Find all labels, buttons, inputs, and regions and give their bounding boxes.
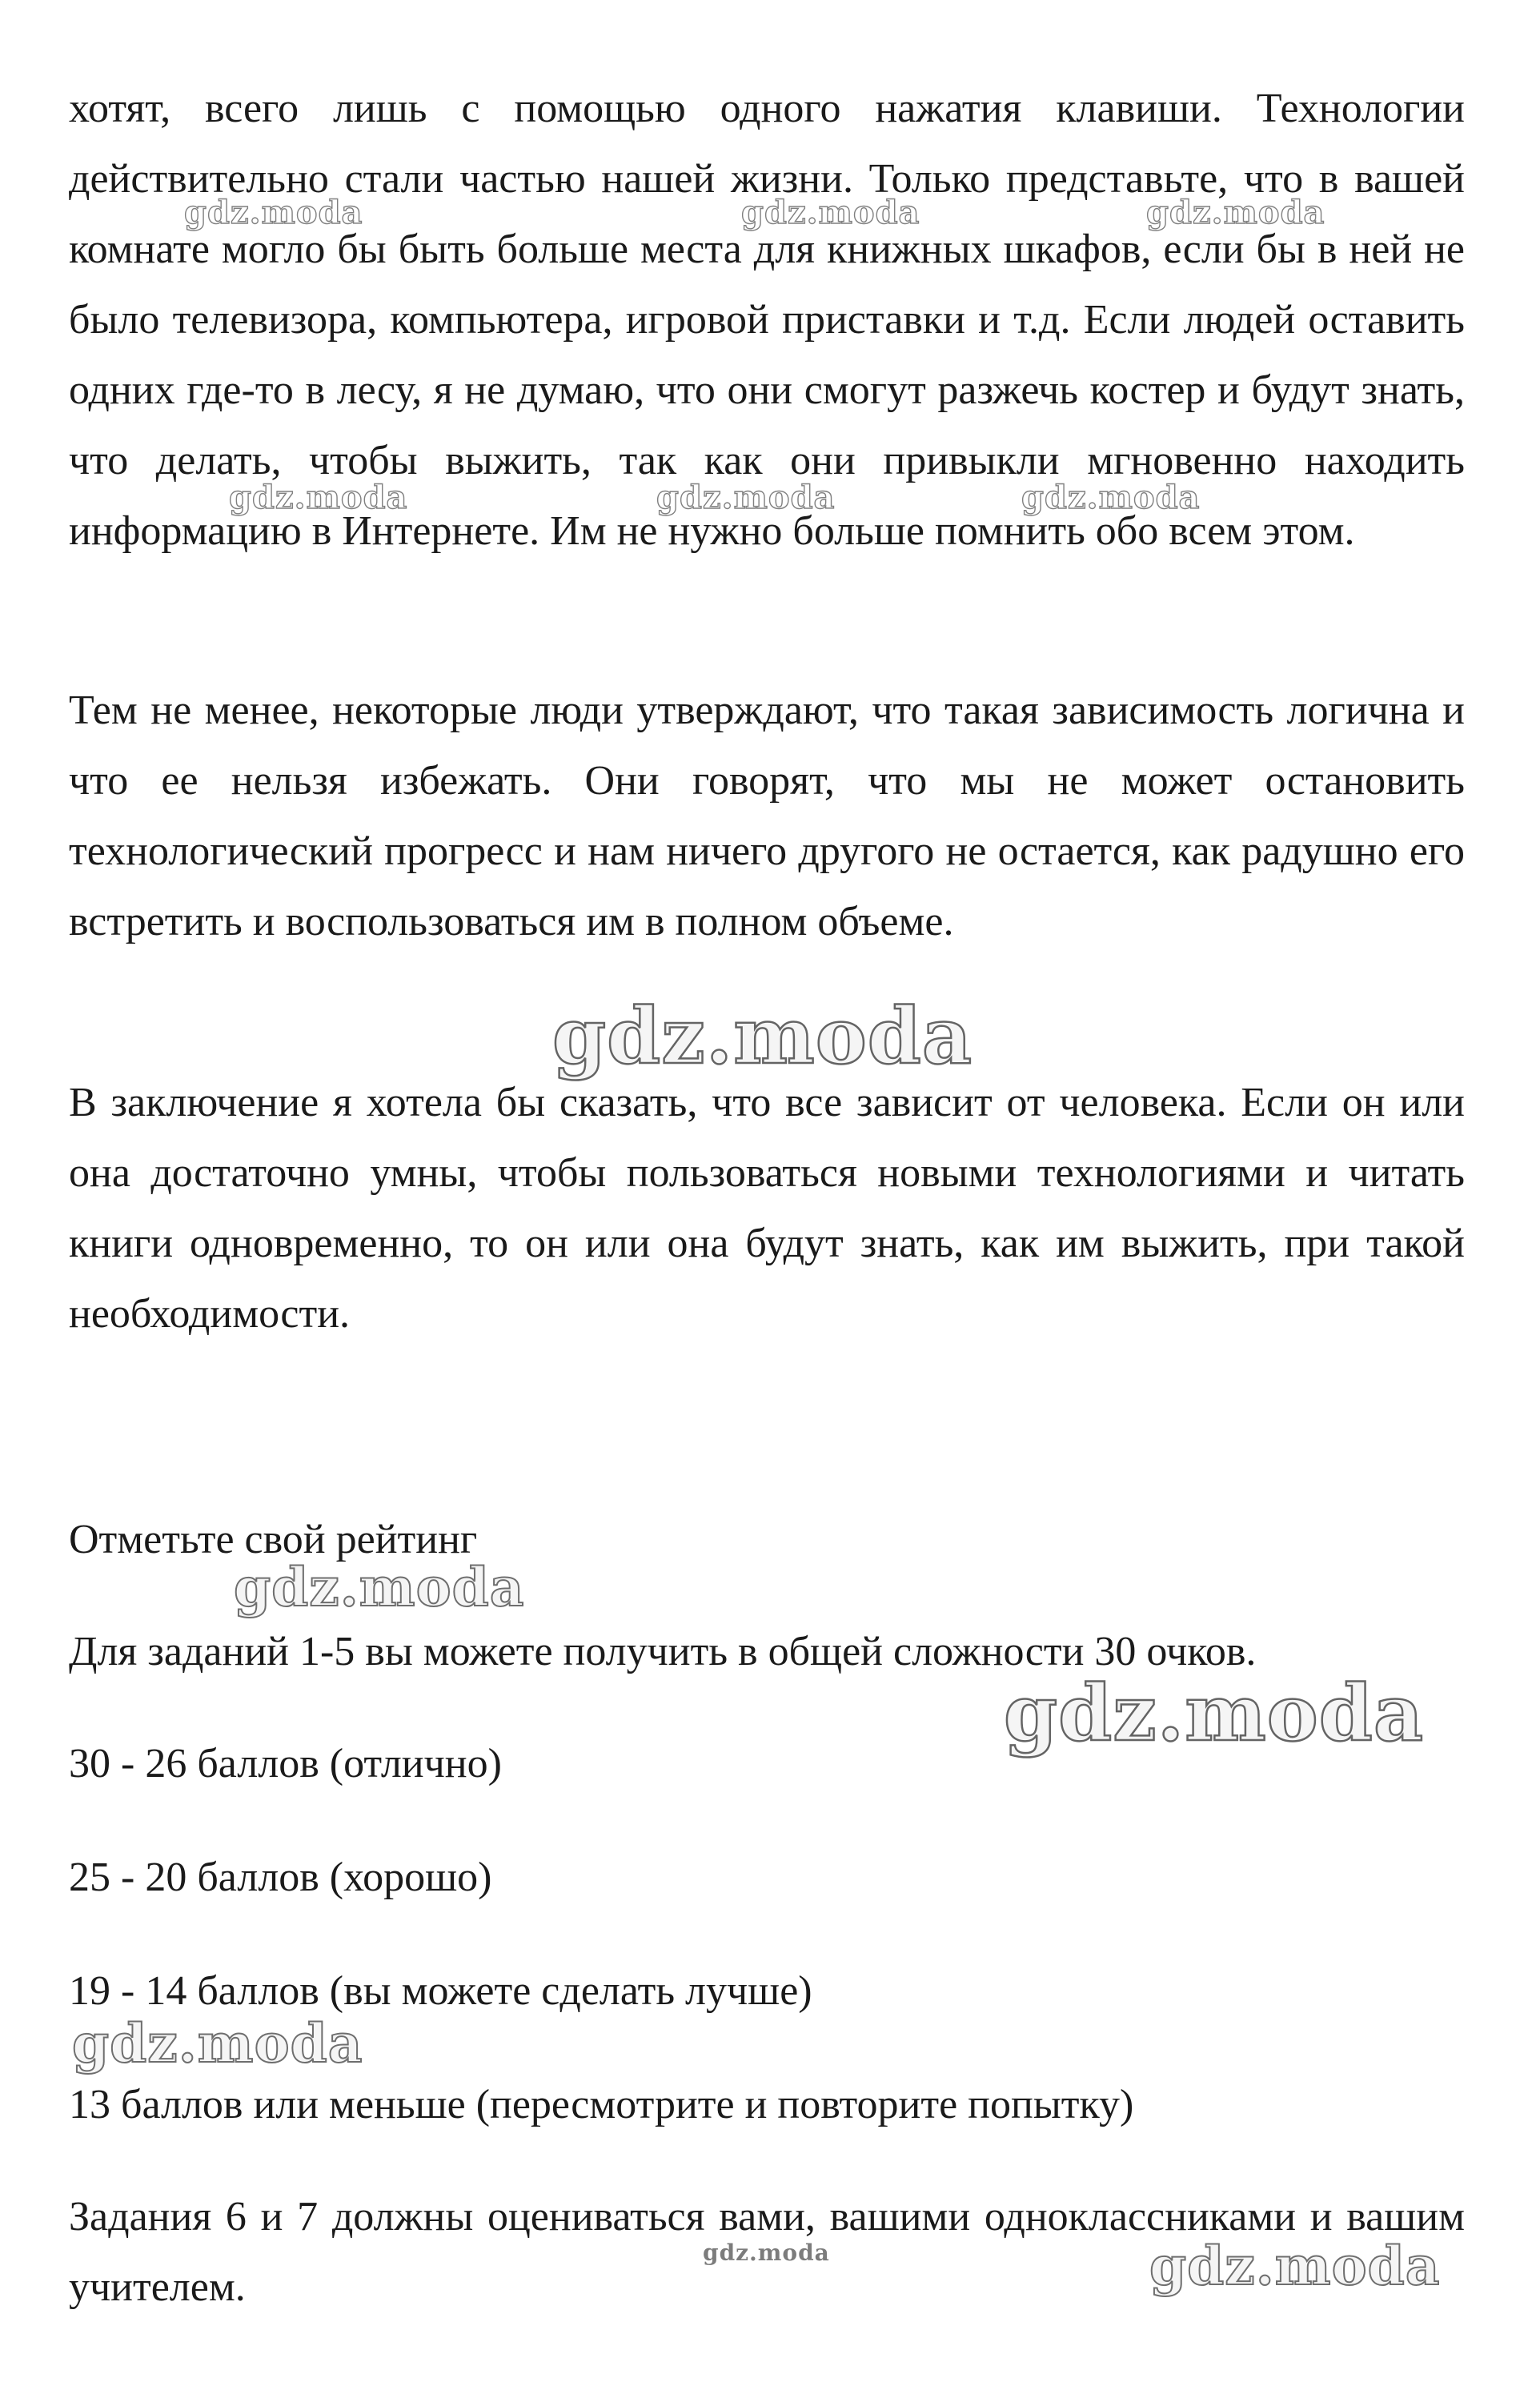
rating-note xyxy=(69,2182,1465,2323)
watermark: gdz.moda xyxy=(72,2012,363,2075)
rating-intro xyxy=(69,1617,1465,1687)
watermark: gdz.moda xyxy=(741,194,920,231)
watermark: gdz.moda xyxy=(1004,1668,1425,1758)
rating-level-1 xyxy=(69,1729,1465,1799)
rating-level-text: 25 - 20 баллов (хорошо) xyxy=(69,1855,492,1900)
rating-note-text: Задания 6 и 7 должны оцениваться вами, вашими одноклассниками и вашим учителем. xyxy=(69,2194,1465,2310)
essay-paragraph-conclusion xyxy=(69,1068,1465,1349)
paragraph-text: хотят, всего лишь с помощью одного нажатия клавиши. Технологии действительно стали частью нашей жизни. Только представьте, что в вашей комнате могло бы быть больше места для книжных шкафов, если бы в ней не было телевизора, компьютера, игровой приставки и т.д. Если людей оставить одних где-то в лесу, я не думаю, что они смогут разжечь костер и будут знать, что делать, чтобы выжить, так как они привыкли мгновенно находить информацию в Интернете. Им не нужно больше помнить обо всем этом. xyxy=(69,86,1465,554)
rating-level-text: 30 - 26 баллов (отлично) xyxy=(69,1741,502,1786)
watermark: gdz.moda xyxy=(656,479,836,516)
essay-paragraph-continued xyxy=(69,74,1465,567)
watermark: gdz.moda xyxy=(552,991,973,1081)
watermark: gdz.moda xyxy=(184,194,363,231)
rating-heading xyxy=(69,1505,1465,1575)
rating-level-text: 19 - 14 баллов (вы можете сделать лучше) xyxy=(69,1968,812,2014)
essay-paragraph-counter xyxy=(69,676,1465,957)
watermark: gdz.moda xyxy=(703,2240,830,2266)
rating-level-4 xyxy=(69,2070,1465,2140)
rating-heading-text: Отметьте свой рейтинг xyxy=(69,1517,478,1562)
watermark: gdz.moda xyxy=(1021,479,1201,516)
paragraph-text: Тем не менее, некоторые люди утверждают, что такая зависимость логична и что ее нельзя избежать. Они говорят, что мы не может остановить технологический прогресс и нам ничего другого не остается, как радушно его встретить и воспользоваться им в полном объеме. xyxy=(69,688,1465,944)
rating-level-3 xyxy=(69,1956,1465,2027)
rating-level-2 xyxy=(69,1843,1465,1913)
paragraph-text: В заключение я хотела бы сказать, что все зависит от человека. Если он или она достаточно умны, чтобы пользоваться новыми технологиями и читать книги одновременно, то он или она будут знать, как им выжить, при такой необходимости. xyxy=(69,1080,1465,1337)
watermark: gdz.moda xyxy=(229,479,408,516)
rating-intro-text: Для заданий 1-5 вы можете получить в общей сложности 30 очков. xyxy=(69,1629,1257,1674)
watermark: gdz.moda xyxy=(1149,2235,1441,2297)
watermark: gdz.moda xyxy=(1146,194,1325,231)
watermark: gdz.moda xyxy=(234,1556,525,1618)
rating-level-text: 13 баллов или меньше (пересмотрите и повторите попытку) xyxy=(69,2082,1134,2127)
